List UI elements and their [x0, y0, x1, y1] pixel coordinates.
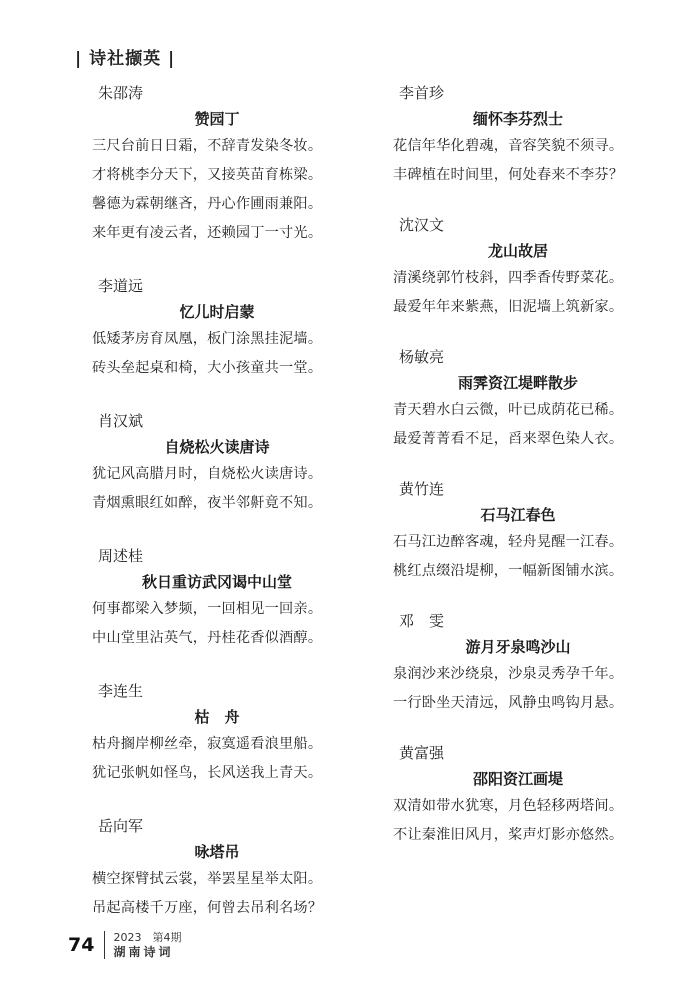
- poem-title: 忆儿时启蒙: [179, 303, 255, 321]
- poem-title: 雨霁资江堤畔散步: [457, 374, 578, 392]
- poem: [393, 742, 643, 850]
- left-column: [92, 82, 342, 923]
- poem-line: 双清如带水犹寒，月色轻移两塔间。: [393, 798, 624, 814]
- poem-line: 最爱年年来紫燕，旧泥墙上筑新家。: [393, 299, 624, 315]
- poem-author: 周述桂: [98, 547, 144, 565]
- poem-line: 桃红点缀沿堤柳，一幅新图铺水滨。: [393, 563, 624, 579]
- poem-line: 中山堂里沾英气，丹桂花香似酒醇。: [92, 630, 323, 646]
- poem: [92, 545, 342, 653]
- poem-line: 不让秦淮旧风月，桨声灯影亦悠然。: [393, 827, 624, 843]
- poem-line: 低矮茅房育凤凰，板门涂黑挂泥墙。: [92, 331, 323, 347]
- poem-line: 清溪绕郭竹枝斜，四季香传野菜花。: [393, 270, 624, 286]
- poem-line: 石马江边醉客魂，轻舟晃醒一江春。: [393, 534, 624, 550]
- poem-author: 李道远: [98, 277, 144, 295]
- poem-author: 李首珍: [399, 84, 445, 102]
- poem-title: 自烧松火读唐诗: [164, 438, 270, 456]
- poem-author: 肖汉斌: [98, 412, 144, 430]
- poem-author: 李连生: [98, 682, 144, 700]
- poem: [393, 82, 643, 190]
- poem: [393, 610, 643, 718]
- poem-line: 吊起高楼千万座，何曾去吊利名场？: [92, 900, 323, 916]
- poem-line: 才将桃李分天下，又接英苗育栋梁。: [92, 167, 323, 183]
- poem-author: 黄竹连: [399, 480, 445, 498]
- poem-title: 龙山故居: [487, 242, 548, 260]
- section-header: | 诗社撷英 |: [75, 49, 176, 69]
- poem: [92, 680, 342, 788]
- poem-title: 缅怀李芬烈士: [472, 110, 563, 128]
- poem-title: 邵阳资江画堤: [472, 770, 563, 788]
- poem-line: 犹记张帆如怪鸟，长风送我上青天。: [92, 765, 323, 781]
- poem: [393, 346, 643, 454]
- poem-line: 三尺台前日日霜，不辞青发染冬妆。: [92, 138, 323, 154]
- poem: [92, 815, 342, 923]
- page-number: 74: [68, 934, 95, 956]
- poem-author: 邓 雯: [399, 612, 445, 630]
- poem-title: 秋日重访武冈谒中山堂: [141, 573, 292, 591]
- poem-line: 砖头垒起桌和椅，大小孩童共一堂。: [92, 360, 323, 376]
- poem-title: 游月牙泉鸣沙山: [465, 638, 571, 656]
- poem-author: 沈汉文: [399, 216, 445, 234]
- page-footer: [68, 931, 181, 959]
- poem-line: 一行卧坐天清远，风静虫鸣钩月悬。: [393, 695, 624, 711]
- poem-line: 犹记风高腊月时，自烧松火读唐诗。: [92, 466, 323, 482]
- poem-author: 朱邵涛: [98, 84, 144, 102]
- footer-info: [113, 931, 181, 959]
- poem: [393, 214, 643, 322]
- poem-title: 赞园丁: [194, 110, 240, 128]
- right-column: [393, 82, 643, 850]
- poem-line: 馨德为霖朝继吝，丹心作圃雨兼阳。: [92, 196, 323, 212]
- poem-line: 丰碑植在时间里，何处春来不李芬？: [393, 167, 624, 183]
- poem-line: 最爱菁菁看不足，舀来翠色染人衣。: [393, 431, 624, 447]
- poem: [92, 275, 342, 383]
- poem: [393, 478, 643, 586]
- poem-line: 来年更有凌云者，还赖园丁一寸光。: [92, 225, 323, 241]
- poem-author: 岳向军: [98, 817, 144, 835]
- poem-title: 石马江春色: [480, 506, 556, 524]
- poem-line: 花信年华化碧魂，音容笑貌不须寻。: [393, 138, 624, 154]
- poem-line: 青天碧水白云微，叶已成荫花已稀。: [393, 402, 624, 418]
- magazine-name: 湖南诗词: [113, 945, 174, 959]
- poem-line: 横空探臂拭云裳，举罢星星举太阳。: [92, 871, 323, 887]
- poem-author: 杨敏亮: [399, 348, 445, 366]
- poem: [92, 82, 342, 248]
- poem-title: 咏塔吊: [194, 843, 240, 861]
- poem-line: 泉润沙来沙绕泉，沙泉灵秀孕千年。: [393, 666, 624, 682]
- poem-line: 枯舟搁岸柳丝牵，寂寞遥看浪里船。: [92, 736, 323, 752]
- footer-divider: [104, 931, 105, 959]
- poem-line: 青烟熏眼红如醉，夜半邻鼾竟不知。: [92, 495, 323, 511]
- poem: [92, 410, 342, 518]
- poem-author: 黄富强: [399, 744, 445, 762]
- poem-line: 何事都梁入梦频，一回相见一回亲。: [92, 601, 323, 617]
- poem-title: 枯 舟: [194, 708, 240, 726]
- issue-label: 2023 第4期: [113, 931, 182, 944]
